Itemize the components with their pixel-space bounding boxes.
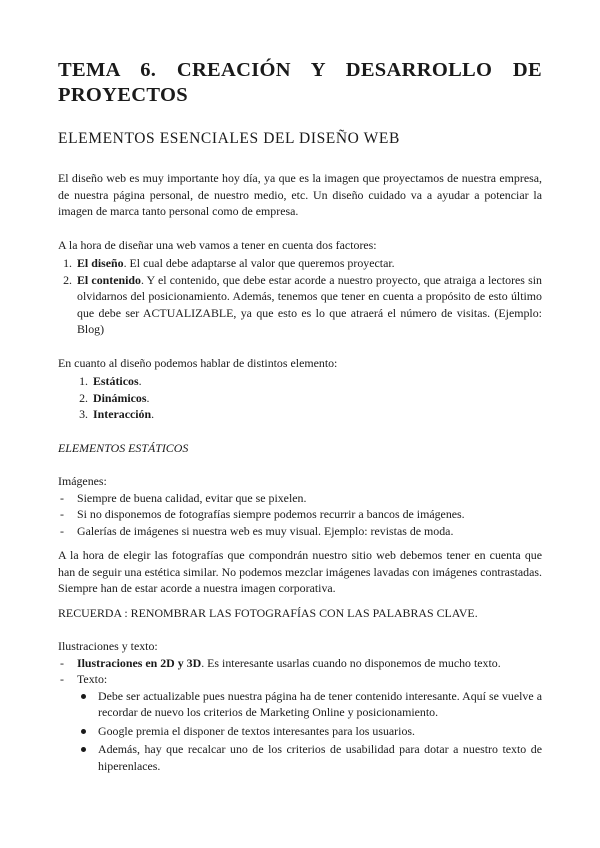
list-item: Además, hay que recalcar uno de los criterios de usabilidad para dotar a nuestro texto de hiperenlaces. [58,741,542,774]
title-line-2: PROYECTOS [58,84,188,106]
bullet-icon [81,694,86,699]
remember-note: RECUERDA : RENOMBRAR LAS FOTOGRAFÍAS CON LAS PALABRAS CLAVE. [58,605,478,620]
text-bullets [58,688,542,775]
list-item: 2. Dinámicos. [79,390,150,405]
list-item: Debe ser actualizable pues nuestra página ha de tener contenido interesante. Aquí se vuelve a recordar de nuevo los criterios de Marketing Online y posicionamiento. [58,688,542,721]
images-list [58,490,542,540]
list-item: - Siempre de buena calidad, evitar que se pixelen. [60,490,307,505]
section-heading: ELEMENTOS ESENCIALES DEL DISEÑO WEB [58,130,400,147]
list-item: - Galerías de imágenes si nuestra web es muy visual. Ejemplo: revistas de moda. [60,523,454,538]
factors-list [58,255,542,338]
elements-intro: En cuanto al diseño podemos hablar de distintos elemento: [58,355,338,370]
bullet-icon [81,729,86,734]
bullet-icon [81,747,86,752]
factors-intro: A la hora de diseñar una web vamos a tener en cuenta dos factores: [58,237,377,252]
list-item: 2. El contenido. Y el contenido, que debe estar acorde a nuestro proyecto, que atraiga a lectores sin olvidarnos del posicionamiento. Además, tenemos que tener en cuenta a propósito de esto último que debe ser ACTUALIZABLE, ya que esto es lo que atraerá el número de visitas. (Ejemplo: Blog) [63,272,542,336]
elements-list [58,373,542,423]
list-item: - Si no disponemos de fotografías siempre podemos recurrir a bancos de imágenes. [60,507,465,521]
list-item: - Texto: [60,672,108,686]
title-line-1: TEMA 6. CREACIÓN Y DESARROLLO DE [58,59,542,81]
document-title [58,58,542,108]
photos-paragraph: A la hora de elegir las fotografías que compondrán nuestro sitio web debemos tener en cuenta que han de seguir una estética similar. No podemos mezclar imágenes lavadas con imágenes contrastadas. Siempre han de estar acorde a nuestra imagen corporativa. [58,548,542,595]
document-page [58,58,542,776]
list-item: Google premia el disponer de textos interesantes para los usuarios. [58,723,542,740]
illustrations-list [58,655,542,688]
list-item: 1. El diseño. El cual debe adaptarse al valor que queremos proyectar. [63,256,395,270]
list-item: - Ilustraciones en 2D y 3D. Es interesante usarlas cuando no disponemos de mucho texto. [60,655,501,670]
intro-paragraph: El diseño web es muy importante hoy día, ya que es la imagen que proyectamos de nuestra empresa, de nuestra página personal, de nuestro medio, etc. Un diseño cuidado va a ayudar a potenciar la imagen de marca tanto personal como de empresa. [58,171,542,218]
illustrations-label: Ilustraciones y texto: [58,639,158,653]
static-elements-heading: ELEMENTOS ESTÁTICOS [58,440,189,455]
list-item: 1. Estáticos. [79,374,142,388]
images-label: Imágenes: [58,474,107,488]
list-item: 3. Interacción. [79,407,155,421]
